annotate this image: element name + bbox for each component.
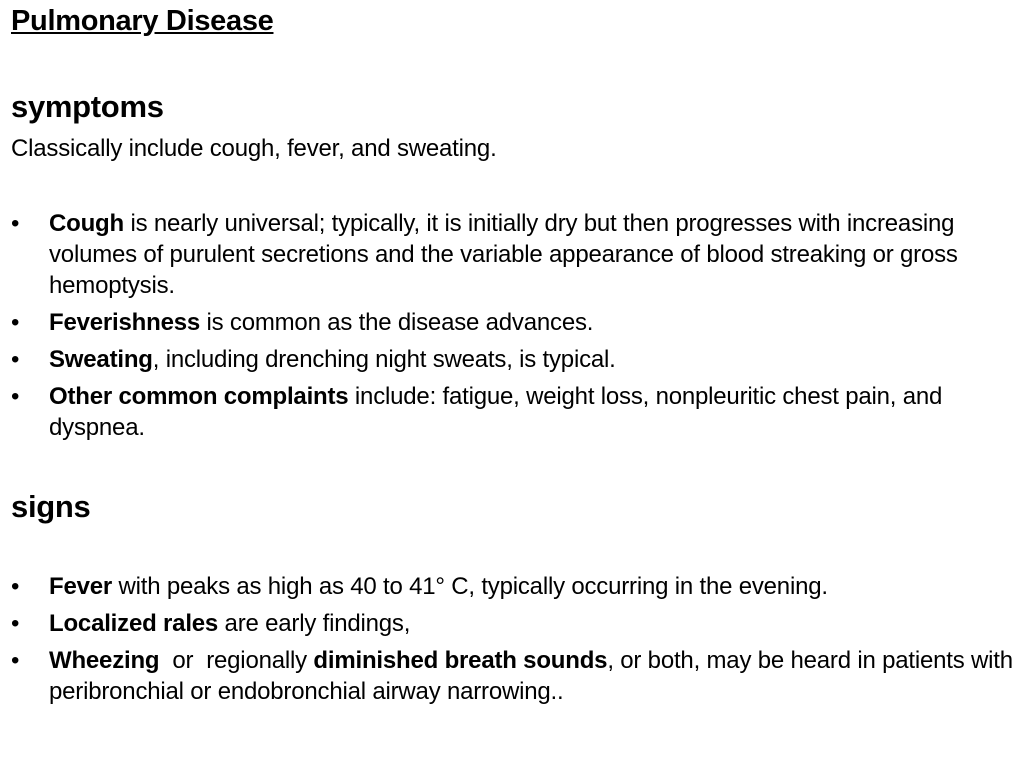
bullet-icon: • xyxy=(11,346,20,373)
signs-list xyxy=(11,571,1021,713)
list-item xyxy=(11,571,1021,602)
bullet-text: or regionally xyxy=(159,647,314,674)
list-item xyxy=(11,381,1021,443)
bullet-text: with peaks as high as 40 to 41° C, typically occurring in the evening. xyxy=(112,573,828,600)
bullet-term-secondary: diminished breath sounds xyxy=(313,647,608,674)
bullet-term: Fever xyxy=(49,573,113,600)
bullet-text: include: fatigue, weight loss, nonpleuritic chest pain, and dyspnea. xyxy=(49,383,943,441)
list-item xyxy=(11,208,1021,301)
bullet-text: , or both, may be heard in patients with peribronchial or endobronchial airway narrowing.. xyxy=(49,647,1013,705)
bullet-icon: • xyxy=(11,383,20,410)
symptoms-intro: Classically include cough, fever, and sweating. xyxy=(11,135,497,162)
bullet-term: Feverishness xyxy=(49,309,201,336)
list-item xyxy=(11,645,1021,707)
bullet-term: Other common complaints xyxy=(49,383,349,410)
bullet-icon: • xyxy=(11,573,20,600)
bullet-icon: • xyxy=(11,647,20,674)
page-title: Pulmonary Disease xyxy=(11,5,274,37)
bullet-term: Cough xyxy=(49,210,124,237)
bullet-icon: • xyxy=(11,610,20,637)
symptoms-heading: symptoms xyxy=(11,89,164,124)
signs-heading: signs xyxy=(11,489,91,524)
symptoms-list xyxy=(11,208,1021,449)
list-item xyxy=(11,307,1021,338)
bullet-term: Localized rales xyxy=(49,610,219,637)
bullet-term: Wheezing xyxy=(49,647,160,674)
bullet-text: are early findings, xyxy=(218,610,411,637)
bullet-icon: • xyxy=(11,210,20,237)
list-item xyxy=(11,608,1021,639)
bullet-term: Sweating xyxy=(49,346,153,373)
bullet-text: , including drenching night sweats, is typical. xyxy=(152,346,616,373)
bullet-text: is nearly universal; typically, it is initially dry but then progresses with increasing volumes of purulent secretions and the variable appearance of blood streaking or gross hemoptysis. xyxy=(49,210,958,299)
bullet-text: is common as the disease advances. xyxy=(200,309,594,336)
list-item xyxy=(11,344,1021,375)
bullet-icon: • xyxy=(11,309,20,336)
